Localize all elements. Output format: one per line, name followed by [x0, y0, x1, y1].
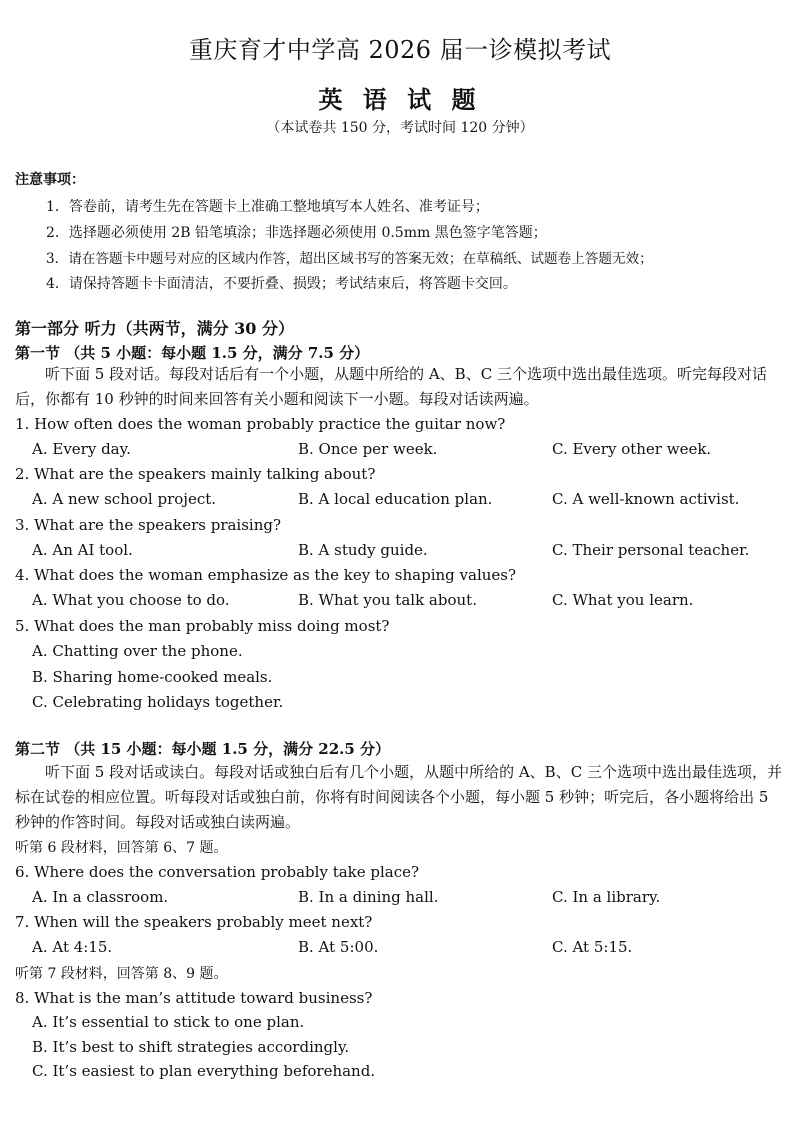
option-a: A. A new school project.: [32, 490, 217, 508]
question-stem: 4. What does the woman emphasize as the key to shaping values?: [15, 566, 517, 584]
question-stem: 3. What are the speakers praising?: [15, 516, 282, 534]
option-c: C. Their personal teacher.: [552, 541, 750, 559]
section2-instructions: 听下面 5 段对话或读白。每段对话或独白后有几个小题，从题中所给的 A、B、C 三个选项中选出最佳选项，并标在试卷的相应位置。听每段对话或独白前，你将有时间阅读各个小题，每小题 5 秒钟；听完后，各小题将给出 5 秒钟的作答时间。每段对话或独白读两遍。: [15, 763, 782, 831]
question-stem: 5. What does the man probably miss doing most?: [15, 617, 390, 635]
option-b: B. A study guide.: [298, 541, 428, 559]
option-b: B. At 5:00.: [298, 938, 379, 956]
notice-heading: 注意事项：: [15, 172, 85, 188]
option-a: A. It’s essential to stick to one plan.: [32, 1013, 305, 1031]
subject-title: 英 语 试 题: [318, 85, 482, 114]
exam-info: （本试卷共 150 分，考试时间 120 分钟）: [266, 120, 534, 136]
option-c: C. It’s easiest to plan everything beforehand.: [32, 1062, 376, 1080]
option-a: A. Every day.: [32, 440, 131, 458]
section1-instructions: 听下面 5 段对话。每段对话后有一个小题，从题中所给的 A、B、C 三个选项中选出最佳选项。听完每段对话后，你都有 10 秒钟的时间来回答有关小题和阅读下一小题。每段对话读两遍。: [15, 365, 767, 408]
question-stem: 1. How often does the woman probably practice the guitar now?: [15, 415, 506, 433]
material-note: 听第 7 段材料，回答第 8、9 题。: [15, 966, 228, 982]
notice-item: 1．答卷前，请考生先在答题卡上准确工整地填写本人姓名、准考证号；: [46, 199, 489, 215]
option-b: B. Once per week.: [298, 440, 438, 458]
option-a: A. What you choose to do.: [32, 591, 230, 609]
option-c: C. Celebrating holidays together.: [32, 693, 284, 711]
option-c: C. A well-known activist.: [552, 490, 740, 508]
option-b: B. It’s best to shift strategies accordingly.: [32, 1038, 350, 1056]
option-c: C. At 5:15.: [552, 938, 633, 956]
option-b: B. Sharing home-cooked meals.: [32, 668, 273, 686]
option-a: A. In a classroom.: [32, 888, 169, 906]
notice-item: 3．请在答题卡中题号对应的区域内作答，超出区域书写的答案无效；在草稿纸、试题卷上答题无效；: [46, 251, 653, 267]
question-stem: 7. When will the speakers probably meet next?: [15, 913, 373, 931]
question-stem: 6. Where does the conversation probably take place?: [15, 863, 420, 881]
option-b: B. In a dining hall.: [298, 888, 439, 906]
option-a: A. An AI tool.: [32, 541, 133, 559]
part1-heading: 第一部分 听力（共两节，满分 30 分）: [15, 319, 294, 338]
question-stem: 2. What are the speakers mainly talking about?: [15, 465, 376, 483]
notice-item: 2．选择题必须使用 2B 铅笔填涂；非选择题必须使用 0.5mm 黑色签字笔答题；: [46, 225, 547, 241]
section1-heading: 第一节 （共 5 小题：每小题 1.5 分，满分 7.5 分）: [15, 344, 370, 362]
option-c: C. In a library.: [552, 888, 661, 906]
notice-item: 4．请保持答题卡卡面清洁，不要折叠、损毁；考试结束后，将答题卡交回。: [46, 276, 517, 292]
option-a: A. At 4:15.: [32, 938, 113, 956]
material-note: 听第 6 段材料，回答第 6、7 题。: [15, 840, 228, 856]
option-b: B. What you talk about.: [298, 591, 477, 609]
option-c: C. What you learn.: [552, 591, 694, 609]
exam-title: 重庆育才中学高 2026 届一诊模拟考试: [188, 36, 612, 64]
question-stem: 8. What is the man’s attitude toward business?: [15, 989, 373, 1007]
option-b: B. A local education plan.: [298, 490, 493, 508]
section2-heading: 第二节 （共 15 小题：每小题 1.5 分，满分 22.5 分）: [15, 740, 391, 758]
option-a: A. Chatting over the phone.: [32, 642, 243, 660]
option-c: C. Every other week.: [552, 440, 712, 458]
